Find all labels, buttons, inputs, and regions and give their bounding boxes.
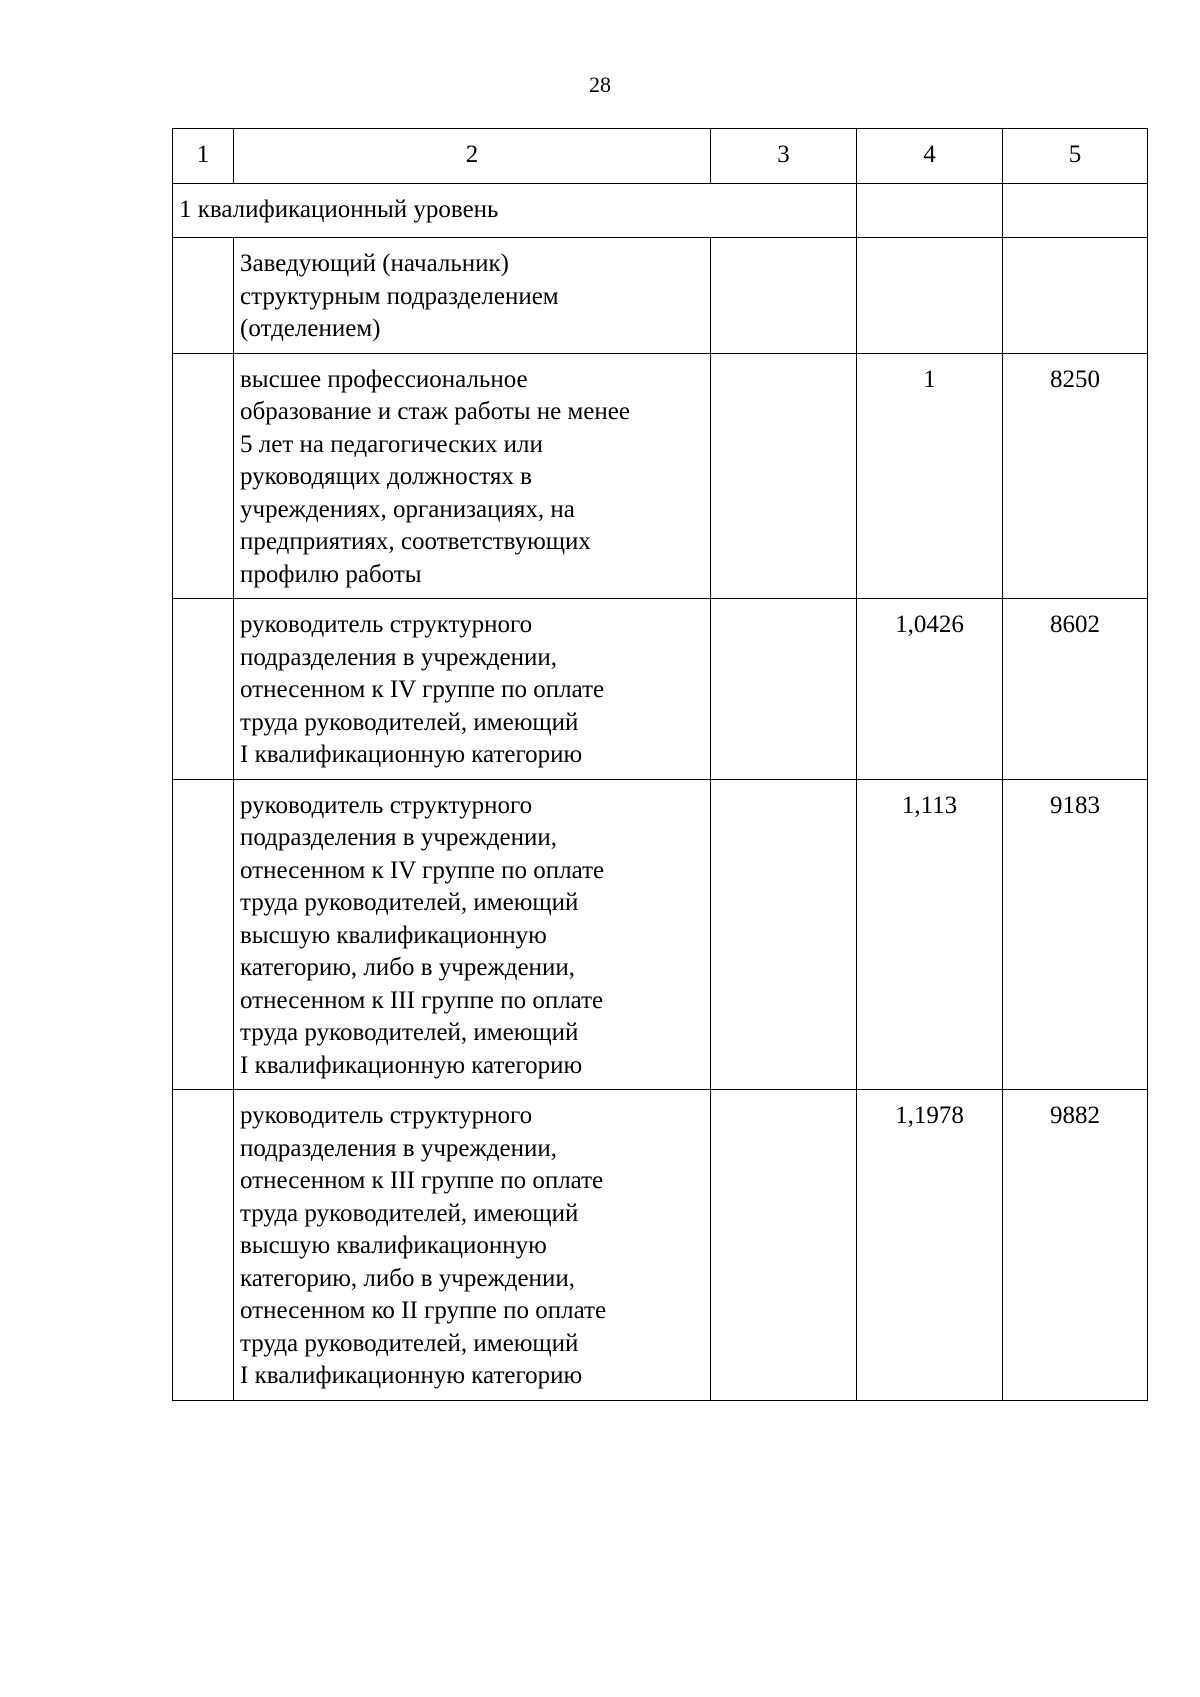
table-cell-empty: [857, 184, 1003, 238]
description-line: руководитель структурного: [240, 611, 533, 638]
position-title-line: (отделением): [240, 315, 381, 342]
description-line: руководитель структурного: [240, 791, 533, 819]
coefficient-cell: 1,1978: [857, 1090, 1003, 1401]
table-row: [173, 779, 1148, 1090]
table-cell-empty: [173, 599, 234, 780]
table-cell-empty: [1003, 184, 1148, 238]
table-cell-col3: [711, 1090, 857, 1401]
table-cell-empty: [173, 779, 234, 1090]
description-line: высшую квалификационную: [240, 921, 547, 949]
column-header-3: 3: [711, 129, 857, 184]
description-line: отнесенном к IV группе по оплате: [240, 856, 605, 884]
table-cell-col3: [711, 353, 857, 599]
description-line: труда руководителей, имеющий: [240, 1329, 579, 1357]
description-line: подразделения в учреждении,: [240, 824, 557, 851]
description-line: предприятиях, соответствующих: [240, 528, 591, 555]
coefficient-cell: 1,0426: [857, 599, 1003, 780]
description-line: труда руководителей, имеющий: [240, 889, 579, 916]
description-line: руководитель структурного: [240, 1102, 533, 1129]
page-number: 28: [589, 72, 611, 97]
column-header-2: 2: [234, 129, 711, 184]
table-row: [173, 599, 1148, 780]
salary-cell: 9882: [1003, 1090, 1148, 1401]
description-line: I квалификационную категорию: [240, 1051, 583, 1079]
salary-cell: 8602: [1003, 599, 1148, 780]
column-header-1: 1: [173, 129, 234, 184]
column-header-5: 5: [1003, 129, 1148, 184]
description-line: профилю работы: [240, 560, 422, 588]
table-cell-empty: [173, 1090, 234, 1401]
requirement-description: [234, 779, 711, 1090]
description-line: труда руководителей, имеющий: [240, 1199, 579, 1227]
table-cell-col3: [711, 779, 857, 1090]
table-cell-empty: [173, 238, 234, 354]
description-line: I квалификационную категорию: [240, 1362, 583, 1389]
table-row: [173, 353, 1148, 599]
requirement-description: [234, 353, 711, 599]
description-line: подразделения в учреждении,: [240, 1134, 557, 1162]
column-header-4: 4: [857, 129, 1003, 184]
table-cell-empty: [711, 238, 857, 354]
description-line: отнесенном к IV группе по оплате: [240, 676, 605, 703]
description-line: образование и стаж работы не менее: [240, 398, 630, 425]
table-cell-empty: [857, 238, 1003, 354]
description-line: высшую квалификационную: [240, 1232, 547, 1259]
table-cell-empty: [1003, 238, 1148, 354]
description-line: труда руководителей, имеющий: [240, 708, 579, 736]
position-title: [234, 238, 711, 354]
description-line: высшее профессиональное: [240, 365, 528, 393]
coefficient-cell: 1: [857, 353, 1003, 599]
table-row: [173, 1090, 1148, 1401]
description-line: категорию, либо в учреждении,: [240, 954, 575, 981]
salary-table: [172, 128, 1148, 1401]
table-header-row: [173, 129, 1148, 184]
description-line: учреждениях, организациях, на: [240, 495, 575, 523]
description-line: отнесенном к III группе по оплате: [240, 1167, 604, 1194]
position-title-line: Заведующий (начальник): [240, 250, 509, 277]
requirement-description: [234, 599, 711, 780]
qualification-level-row: [173, 184, 1148, 238]
coefficient-cell: 1,113: [857, 779, 1003, 1090]
description-line: категорию, либо в учреждении,: [240, 1264, 575, 1292]
salary-cell: 9183: [1003, 779, 1148, 1090]
position-title-row: [173, 238, 1148, 354]
salary-cell: 8250: [1003, 353, 1148, 599]
description-line: отнесенном к III группе по оплате: [240, 986, 604, 1014]
table-cell-empty: [173, 353, 234, 599]
description-line: подразделения в учреждении,: [240, 643, 557, 671]
position-title-line: структурным подразделением: [240, 282, 559, 310]
table-cell-col3: [711, 599, 857, 780]
requirement-description: [234, 1090, 711, 1401]
qualification-level-label: 1 квалификационный уровень: [173, 184, 857, 238]
description-line: труда руководителей, имеющий: [240, 1019, 579, 1046]
description-line: I квалификационную категорию: [240, 741, 583, 768]
description-line: 5 лет на педагогических или: [240, 430, 543, 458]
description-line: руководящих должностях в: [240, 463, 532, 490]
description-line: отнесенном ко II группе по оплате: [240, 1297, 607, 1324]
